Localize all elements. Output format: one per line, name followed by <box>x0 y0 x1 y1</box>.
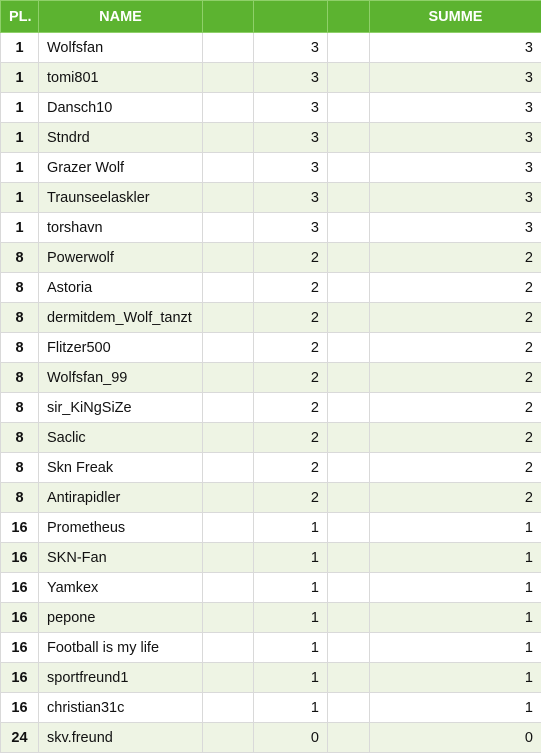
table-row <box>1 63 541 93</box>
empty-cell <box>328 243 370 273</box>
name-cell[interactable]: sir_KiNgSiZe <box>39 393 203 423</box>
summe-cell: 1 <box>370 633 541 663</box>
name-cell[interactable]: sportfreund1 <box>39 663 203 693</box>
column-header-name[interactable]: NAME <box>39 1 203 33</box>
table-header-row <box>1 1 541 33</box>
place-cell: 8 <box>1 243 39 273</box>
summe-cell: 1 <box>370 513 541 543</box>
summe-cell: 2 <box>370 333 541 363</box>
points-cell: 3 <box>254 153 328 183</box>
points-cell: 2 <box>254 303 328 333</box>
points-cell: 2 <box>254 333 328 363</box>
table-row <box>1 363 541 393</box>
summe-cell: 1 <box>370 603 541 633</box>
empty-cell <box>203 693 254 723</box>
name-cell[interactable]: Yamkex <box>39 573 203 603</box>
place-cell: 16 <box>1 603 39 633</box>
points-cell: 1 <box>254 543 328 573</box>
summe-cell: 3 <box>370 93 541 123</box>
place-cell: 1 <box>1 123 39 153</box>
name-cell[interactable]: Antirapidler <box>39 483 203 513</box>
empty-cell <box>203 123 254 153</box>
place-cell: 8 <box>1 393 39 423</box>
empty-cell <box>328 513 370 543</box>
name-cell[interactable]: Wolfsfan <box>39 33 203 63</box>
place-cell: 1 <box>1 153 39 183</box>
summe-cell: 3 <box>370 213 541 243</box>
column-header-empty-3 <box>328 1 370 33</box>
name-cell[interactable]: Saclic <box>39 423 203 453</box>
place-cell: 8 <box>1 303 39 333</box>
empty-cell <box>203 273 254 303</box>
points-cell: 2 <box>254 243 328 273</box>
empty-cell <box>203 513 254 543</box>
column-header-empty-1 <box>203 1 254 33</box>
table-row <box>1 513 541 543</box>
table-row <box>1 723 541 753</box>
empty-cell <box>328 663 370 693</box>
name-cell[interactable]: christian31c <box>39 693 203 723</box>
table-row <box>1 393 541 423</box>
empty-cell <box>328 273 370 303</box>
empty-cell <box>203 243 254 273</box>
summe-cell: 1 <box>370 663 541 693</box>
empty-cell <box>328 603 370 633</box>
points-cell: 1 <box>254 573 328 603</box>
empty-cell <box>203 213 254 243</box>
summe-cell: 0 <box>370 723 541 753</box>
empty-cell <box>203 303 254 333</box>
summe-cell: 2 <box>370 243 541 273</box>
points-cell: 2 <box>254 363 328 393</box>
table-body <box>1 33 541 753</box>
empty-cell <box>328 393 370 423</box>
points-cell: 2 <box>254 453 328 483</box>
name-cell[interactable]: Stndrd <box>39 123 203 153</box>
place-cell: 24 <box>1 723 39 753</box>
column-header-empty-2 <box>254 1 328 33</box>
points-cell: 0 <box>254 723 328 753</box>
summe-cell: 2 <box>370 453 541 483</box>
place-cell: 16 <box>1 663 39 693</box>
table-row <box>1 183 541 213</box>
place-cell: 1 <box>1 183 39 213</box>
name-cell[interactable]: SKN-Fan <box>39 543 203 573</box>
points-cell: 2 <box>254 423 328 453</box>
empty-cell <box>203 333 254 363</box>
table-row <box>1 693 541 723</box>
summe-cell: 3 <box>370 183 541 213</box>
points-cell: 2 <box>254 273 328 303</box>
table-row <box>1 153 541 183</box>
empty-cell <box>328 693 370 723</box>
empty-cell <box>328 33 370 63</box>
empty-cell <box>203 183 254 213</box>
place-cell: 1 <box>1 213 39 243</box>
points-cell: 1 <box>254 633 328 663</box>
place-cell: 8 <box>1 453 39 483</box>
name-cell[interactable]: skv.freund <box>39 723 203 753</box>
empty-cell <box>328 93 370 123</box>
summe-cell: 1 <box>370 543 541 573</box>
summe-cell: 3 <box>370 63 541 93</box>
name-cell[interactable]: tomi801 <box>39 63 203 93</box>
summe-cell: 2 <box>370 483 541 513</box>
table-row <box>1 243 541 273</box>
name-cell[interactable]: Wolfsfan_99 <box>39 363 203 393</box>
place-cell: 8 <box>1 333 39 363</box>
table-row <box>1 333 541 363</box>
summe-cell: 2 <box>370 423 541 453</box>
points-cell: 3 <box>254 213 328 243</box>
empty-cell <box>328 63 370 93</box>
place-cell: 16 <box>1 543 39 573</box>
summe-cell: 2 <box>370 303 541 333</box>
column-header-summe[interactable]: SUMME <box>370 1 541 33</box>
empty-cell <box>203 483 254 513</box>
empty-cell <box>328 723 370 753</box>
empty-cell <box>328 333 370 363</box>
empty-cell <box>203 393 254 423</box>
name-cell[interactable]: Grazer Wolf <box>39 153 203 183</box>
empty-cell <box>203 453 254 483</box>
name-cell[interactable]: Flitzer500 <box>39 333 203 363</box>
table-row <box>1 603 541 633</box>
table-row <box>1 273 541 303</box>
empty-cell <box>328 153 370 183</box>
empty-cell <box>203 93 254 123</box>
place-cell: 16 <box>1 693 39 723</box>
points-cell: 1 <box>254 513 328 543</box>
table-row <box>1 483 541 513</box>
name-cell[interactable]: pepone <box>39 603 203 633</box>
empty-cell <box>328 483 370 513</box>
empty-cell <box>328 363 370 393</box>
place-cell: 1 <box>1 33 39 63</box>
empty-cell <box>328 453 370 483</box>
points-cell: 1 <box>254 663 328 693</box>
summe-cell: 1 <box>370 693 541 723</box>
empty-cell <box>203 573 254 603</box>
empty-cell <box>328 183 370 213</box>
summe-cell: 3 <box>370 123 541 153</box>
table-row <box>1 543 541 573</box>
points-cell: 1 <box>254 603 328 633</box>
summe-cell: 2 <box>370 363 541 393</box>
empty-cell <box>203 63 254 93</box>
place-cell: 16 <box>1 633 39 663</box>
empty-cell <box>203 363 254 393</box>
empty-cell <box>203 663 254 693</box>
table-row <box>1 423 541 453</box>
empty-cell <box>328 123 370 153</box>
place-cell: 8 <box>1 363 39 393</box>
points-cell: 3 <box>254 123 328 153</box>
empty-cell <box>203 723 254 753</box>
empty-cell <box>328 573 370 603</box>
table-row <box>1 303 541 333</box>
points-cell: 3 <box>254 63 328 93</box>
name-cell[interactable]: Football is my life <box>39 633 203 663</box>
empty-cell <box>328 423 370 453</box>
table-row <box>1 213 541 243</box>
empty-cell <box>203 633 254 663</box>
table-row <box>1 573 541 603</box>
points-cell: 2 <box>254 393 328 423</box>
points-cell: 2 <box>254 483 328 513</box>
name-cell[interactable]: dermitdem_Wolf_tanzt <box>39 303 203 333</box>
points-cell: 3 <box>254 33 328 63</box>
table-row <box>1 453 541 483</box>
table-row <box>1 123 541 153</box>
place-cell: 8 <box>1 423 39 453</box>
empty-cell <box>203 153 254 183</box>
table-row <box>1 93 541 123</box>
empty-cell <box>328 303 370 333</box>
name-cell[interactable]: Astoria <box>39 273 203 303</box>
place-cell: 16 <box>1 513 39 543</box>
table-row <box>1 663 541 693</box>
points-cell: 3 <box>254 183 328 213</box>
summe-cell: 1 <box>370 573 541 603</box>
points-cell: 3 <box>254 93 328 123</box>
summe-cell: 2 <box>370 273 541 303</box>
empty-cell <box>203 543 254 573</box>
place-cell: 8 <box>1 483 39 513</box>
empty-cell <box>328 213 370 243</box>
empty-cell <box>328 543 370 573</box>
summe-cell: 3 <box>370 153 541 183</box>
place-cell: 1 <box>1 93 39 123</box>
summe-cell: 3 <box>370 33 541 63</box>
name-cell[interactable]: Traunseelaskler <box>39 183 203 213</box>
column-header-place[interactable]: PL. <box>1 1 39 33</box>
summe-cell: 2 <box>370 393 541 423</box>
table-row <box>1 633 541 663</box>
empty-cell <box>203 33 254 63</box>
name-cell[interactable]: Skn Freak <box>39 453 203 483</box>
name-cell[interactable]: torshavn <box>39 213 203 243</box>
place-cell: 16 <box>1 573 39 603</box>
empty-cell <box>203 603 254 633</box>
empty-cell <box>203 423 254 453</box>
name-cell[interactable]: Powerwolf <box>39 243 203 273</box>
name-cell[interactable]: Dansch10 <box>39 93 203 123</box>
empty-cell <box>328 633 370 663</box>
place-cell: 1 <box>1 63 39 93</box>
name-cell[interactable]: Prometheus <box>39 513 203 543</box>
place-cell: 8 <box>1 273 39 303</box>
table-row <box>1 33 541 63</box>
points-cell: 1 <box>254 693 328 723</box>
